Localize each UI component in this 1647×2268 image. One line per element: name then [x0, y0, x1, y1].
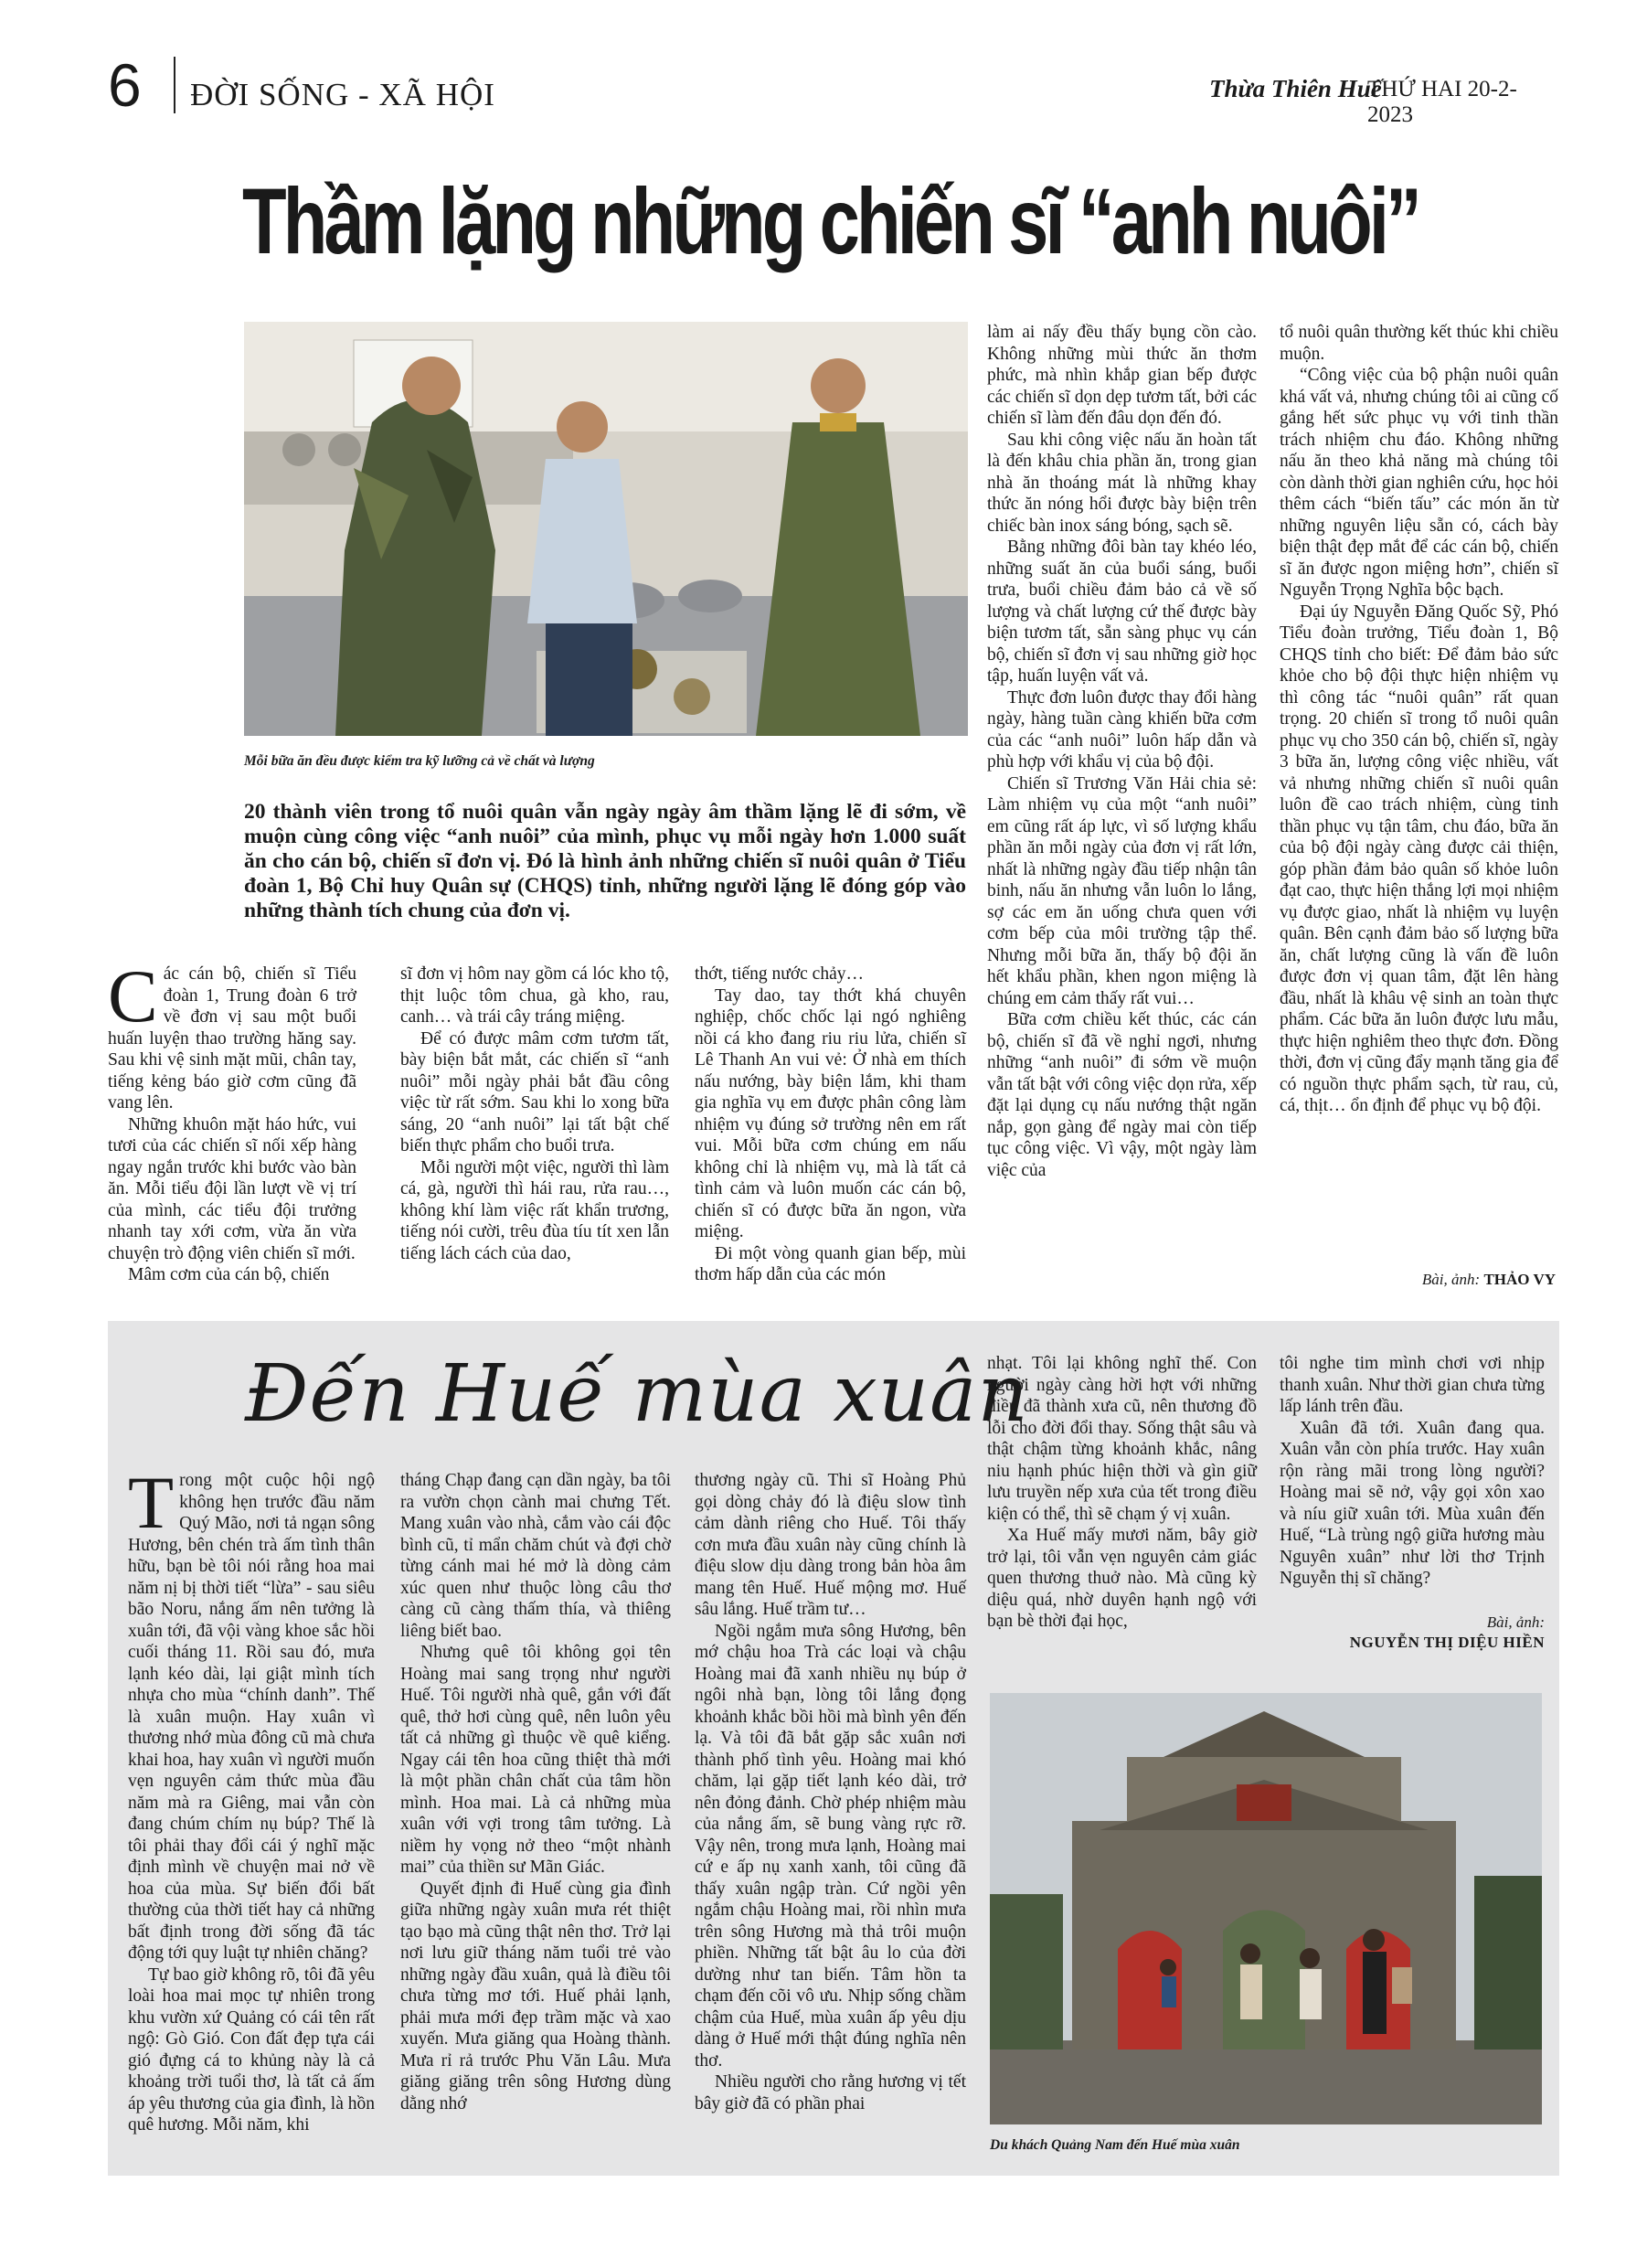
article1-column-5 — [1280, 322, 1558, 1117]
kitchen-photo — [244, 322, 968, 736]
article1-col4-para: làm ai nấy đều thấy bụng cồn cào. Không những mùi thức ăn thơm phức, mà nhìn khắp gian bếp được các chiến sĩ dọn dẹp tươm tất, bởi các chiến sĩ làm đến đâu dọn đến đó. — [987, 323, 1257, 428]
article1-headline: Thầm lặng những chiến sĩ “anh nuôi” — [242, 169, 1419, 273]
article1-col4-para: Bữa cơm chiều kết thúc, các cán bộ, chiến sĩ đã về nghỉ ngơi, nhưng những “anh nuôi” đi sớm về muộn vẫn tất bật với công việc dọn rửa, xếp đặt lại dụng cụ nấu nướng thật ngăn nắp, gọn gàng để ngày mai còn tiếp tục công việc. Vì vậy, một ngày làm việc của — [987, 1010, 1257, 1180]
article1-column-4 — [987, 322, 1257, 1181]
article2-byline-label: Bài, ảnh: — [1486, 1613, 1545, 1631]
article1-col3-para: thớt, tiếng nước chảy… — [695, 964, 864, 984]
article2-col3-para: thương ngày cũ. Thi sĩ Hoàng Phủ gọi dòng chảy đó là điệu slow tình cảm dành riêng cho Huế. Tôi thấy cơn mưa đầu xuân này cũng chính là điệu slow dịu dàng trong bản hòa âm mang tên Huế. Huế mộng mơ. Huế sâu lắng. Huế trầm tư… — [695, 1471, 966, 1619]
article2-col4-para: Xa Huế mấy mươi năm, bây giờ trở lại, tôi vẫn vẹn nguyên cảm giác quen thương thuở nào. Mà cũng kỳ diệu quá, nhờ duyên hạnh ngộ với bạn bè thời đại học, — [987, 1526, 1257, 1631]
article1-col5-para: Đại úy Nguyễn Đăng Quốc Sỹ, Phó Tiểu đoàn trưởng, Tiểu đoàn 1, Bộ CHQS tỉnh cho biết: Để đảm bảo sức khỏe cho bộ đội thực hiện nhiệm vụ thì công tác “nuôi quân” rất quan trọng. 20 chiến sĩ trong tổ nuôi quân phục vụ cho 350 cán bộ, chiến sĩ, ngày 3 bữa ăn, lượng công việc nhiều, vất vả nhưng những chiến sĩ nuôi quân luôn đề cao trách nhiệm, cùng tinh thần phục vụ tận tâm, chu đáo, bữa ăn của bộ đội ngày càng được cải thiện, góp phần đảm bảo quân số khỏe luôn đạt cao, thực hiện thắng lợi mọi nhiệm vụ được giao, nhất là nhiệm vụ luyện quân. Bên cạnh đảm bảo số lượng bữa ăn, chất lượng cũng là vấn đề luôn được đơn vị quan tâm, đặt lên hàng đầu, nhất là khâu vệ sinh an toàn thực phẩm. Các bữa ăn luôn được lưu mẫu, thực hiện nghiêm theo thực đơn. Đồng thời, đơn vị cũng đẩy mạnh tăng gia để có nguồn thực phẩm sạch, từ rau, củ, cá, thịt… ổn định để phục vụ bộ đội. — [1280, 602, 1558, 1115]
kitchen-photo-illustration — [244, 322, 968, 736]
article1-col2-para: Mỗi người một việc, người thì làm cá, gà, người thì hái rau, rửa rau…, không khí làm việc rất khẩn trương, tiếng nói cười, trêu đùa tíu tít xen lẫn tiếng lách cách của dao, — [400, 1157, 669, 1263]
hue-gate-photo-caption: Du khách Quảng Nam đến Huế mùa xuân — [990, 2137, 1240, 2153]
article2-column-4 — [987, 1353, 1257, 1633]
article1-col4-para: Bằng những đôi bàn tay khéo léo, những suất ăn của buổi sáng, buổi trưa, buổi chiều đảm bảo cả về số lượng và chất lượng cứ thế được bày biện tươm tất, sẵn sàng phục vụ cán bộ, chiến sĩ đơn vị sau những giờ học tập, huấn luyện vất vả. — [987, 538, 1257, 686]
article2-column-5 — [1280, 1353, 1545, 1590]
article1-col3-para: Đi một vòng quanh gian bếp, mùi thơm hấp dẫn của các món — [695, 1243, 966, 1284]
article2-col1-para: Tự bao giờ không rõ, tôi đã yêu loài hoa mai mọc tự nhiên trong khu vườn xứ Quảng có cái tên rất ngộ: Gò Gió. Con đất đẹp tựa cái gió đựng cá to khủng này là cả khoảng trời tuổi thơ, là tất cả ấm áp yêu thương của gia đình, là hồn quê hương. Mỗi năm, khi — [128, 1965, 375, 2135]
article2-col4-para: nhạt. Tôi lại không nghĩ thế. Con người ngày càng hời hợt với những điều đã thành xưa cũ, nên thương đồ lỗi cho đời đổi thay. Sống thật sâu và thật chậm từng khoảnh khắc, nâng niu hạnh phúc hiện thời và gìn giữ lưu truyền nếp xưa của tết trong điều kiện có thể, thì sẽ chạm ý vị xuân. — [987, 1354, 1257, 1524]
article1-col1-para: Những khuôn mặt háo hức, vui tươi của các chiến sĩ nối xếp hàng ngay ngắn trước khi bước vào bàn ăn. Mỗi tiểu đội lần lượt về vị trí của mình, các tiểu đội trưởng nhanh tay xới cơm, vừa ăn vừa chuyện trò động viên chiến sĩ mới. — [108, 1114, 356, 1263]
header-divider — [174, 57, 175, 113]
article2-col1-para — [128, 1461, 375, 1965]
article1-col1-para: Mâm cơm của cán bộ, chiến — [128, 1265, 330, 1284]
article1-column-3 — [695, 964, 966, 1286]
article1-column-2 — [400, 964, 669, 1264]
article1-col1-para — [108, 954, 356, 1114]
article2-headline: Đến Huế mùa xuân — [245, 1348, 1029, 1440]
article2-col2-para: Nhưng quê tôi không gọi tên Hoàng mai sang trọng như người Huế. Tôi người nhà quê, gắn với đất quê, thở hơi cùng quê, nên luôn yêu tất cả những gì thuộc về quê kiểng. Ngay cái tên hoa cũng thiệt thà mới là một phần chân chất của tâm hồn mình. Hoa mai. Là cả những mùa xuân với vợi trong tâm tưởng. Là niềm hy vọng nở theo “một nhành mai” của thiền sư Mãn Giác. — [400, 1643, 671, 1877]
article2-column-3 — [695, 1470, 966, 2114]
article2-dropcap: T — [128, 1461, 175, 1544]
page-number: 6 — [108, 51, 142, 119]
article2-byline — [1280, 1613, 1545, 1653]
article1-col1-text: ác cán bộ, chiến sĩ Tiểu đoàn 1, Trung đoàn 6 trở về đơn vị sau một buổi huấn luyện thao trường hăng say. Sau khi vệ sinh mặt mũi, chân tay, tiếng kẻng báo giờ cơm cũng đã vang lên. — [108, 964, 356, 1113]
page-header — [108, 51, 1557, 127]
article1-column-1 — [108, 954, 356, 1286]
article1-byline-label: Bài, ảnh: — [1421, 1271, 1481, 1288]
hue-gate-illustration — [990, 1693, 1542, 2124]
paper-name: Thừa Thiên Huế — [1209, 75, 1382, 102]
article1-col3-para: Tay dao, tay thớt khá chuyên nghiệp, chốc chốc lại ngó nghiêng nồi cá kho đang riu riu lửa, chiến sĩ Lê Thanh An vui vẻ: Ở nhà em thích nấu nướng, bày biện lắm, khi tham gia nghĩa vụ em được phân công làm nhiệm vụ đúng sở trường nên em rất vui. Mỗi bữa cơm chúng em nấu không chỉ là nhiệm vụ, mà là tất cả tình cảm và luôn muốn các cán bộ, chiến sĩ có được bữa ăn ngon, vừa miệng. — [695, 985, 966, 1241]
kitchen-photo-caption: Mỗi bữa ăn đều được kiểm tra kỹ lưỡng cả về chất và lượng — [244, 753, 595, 769]
article1-col4-para: Sau khi công việc nấu ăn hoàn tất là đến khâu chia phần ăn, trong gian nhà ăn thoáng mát là những khay thức ăn nóng hổi được bày biện trên chiếc bàn inox sáng bóng, sạch sẽ. — [987, 430, 1257, 536]
article2-col2-para: Quyết định đi Huế cùng gia đình giữa những ngày xuân mưa rét thiệt tạo bạo mà cũng thật nên thơ. Trở lại nơi lưu giữ tháng năm tuổi trẻ vào những ngày đầu xuân, quả là điều tôi chưa từng mơ tới. Huế phải lạnh, phải mưa mới đẹp trầm mặc và xao xuyến. Mưa giăng qua Hoàng thành. Mưa rỉ rả trước Phu Văn Lâu. Mưa giăng giăng trên sông Hương dùng dằng nhớ — [400, 1879, 671, 2114]
article2-col2-para: tháng Chạp đang cạn dần ngày, ba tôi ra vườn chọn cành mai chưng Tết. Mang xuân vào nhà, cắm vào cái độc bình cũ, tỉ mẩn chăm chút và đợi chờ từng cánh mai hé mở là dòng cảm xúc quen như thuộc lòng câu thơ càng cũ càng thấm thía, và thiêng liêng biết bao. — [400, 1471, 671, 1641]
article2-column-2 — [400, 1470, 671, 2114]
article1-col5-para: “Công việc của bộ phận nuôi quân khá vất vả, nhưng chúng tôi ai cũng cố gắng hết sức phục vụ với tinh thần trách nhiệm chu đáo. Không những nấu ăn theo khả năng mà chúng tôi còn dành thời gian nghiên cứu, học hỏi thêm cách “biến tấu” các món ăn từ những nguyên liệu sẵn có, cách bày biện thật đẹp mắt để các cán bộ, chiến sĩ ăn được ngon miệng hơn”, chiến sĩ Nguyễn Trọng Nghĩa bộc bạch. — [1280, 366, 1558, 600]
article1-byline — [1280, 1271, 1556, 1289]
issue-date: THỨ HAI 20-2-2023 — [1367, 77, 1517, 127]
article1-col5-para: tổ nuôi quân thường kết thúc khi chiều muộn. — [1280, 323, 1558, 364]
section-title: ĐỜI SỐNG - XÃ HỘI — [190, 77, 495, 112]
article2-col1-text: rong một cuộc hội ngộ không hẹn trước đầu năm Quý Mão, nơi tả ngạn sông Hương, bên chén trà ấm tình thân hữu, bạn bè tôi nói rằng hoa mai năm nị bị thời tiết “lừa” - sau siêu bão Noru, nắng ấm nên tưởng là xuân tới, đã vội vàng khoe sắc hồi cuối tháng 11. Rồi sau đó, mưa lạnh kéo dài, lại giật mình tích nhựa cho mùa “chính danh”. Thế là xuân muộn. Hay xuân vì thương nhớ mùa đông cũ mà chưa khai hoa, hay xuân vì người muốn vẹn nguyên cảm thức mùa đầu năm mà ra Giêng, mai vẫn còn đang chúm chím nụ búp? Thế là tôi phải thay đổi cái ý nghĩ mặc định mình về chuyện mai nở về hoa của mùa. Sự biến đổi bất thường của thời tiết hay cả những bất định trong đời sống đã tác động tới quy luật tự nhiên chăng? — [128, 1471, 375, 1963]
article1-lede: 20 thành viên trong tổ nuôi quân vẫn ngày ngày âm thầm lặng lẽ đi sớm, về muộn cùng công việc “anh nuôi” của mình, phục vụ mỗi ngày hơn 1.000 suất ăn cho cán bộ, chiến sĩ đơn vị. Đó là hình ảnh những chiến sĩ nuôi quân ở Tiểu đoàn 1, Bộ Chỉ huy Quân sự (CHQS) tỉnh, những người lặng lẽ đóng góp vào những thành tích chung của đơn vị. — [244, 800, 966, 922]
article2-byline-name: NGUYỄN THỊ DIỆU HIỀN — [1349, 1634, 1545, 1651]
article1-col4-para: Chiến sĩ Trương Văn Hải chia sẻ: Làm nhiệm vụ của một “anh nuôi” em cũng rất áp lực, vì số lượng khẩu phần ăn mỗi ngày của đơn vị rất lớn, nhất là những ngày đầu tiếp nhận tân binh, nấu ăn nhưng vẫn luôn lo lắng, sợ các em ăn uống chưa quen với cơm bếp của môi trường tập thể. Nhưng mỗi bữa ăn, thấy bộ đội ăn hết khẩu phần, khen ngon miệng là chúng em cảm thấy rất vui… — [987, 773, 1257, 1008]
article2-column-1 — [128, 1461, 375, 2136]
article1-dropcap: C — [108, 954, 158, 1038]
article2-col5-para: tôi nghe tim mình chơi vơi nhịp thanh xuân. Như thời gian chưa từng lấp lánh trên đầu. — [1280, 1354, 1545, 1416]
article2-col5-para: Xuân đã tới. Xuân đang qua. Xuân vẫn còn phía trước. Hay xuân rộn ràng mãi trong lòng người? Hoàng mai sẽ nở, vậy gọi xôn xao và níu giữ xuân tới. Mùa xuân đến Huế, “Là trùng ngộ giữa hương màu Nguyên xuân” như lời thơ Trịnh Nguyễn thị sĩ chăng? — [1280, 1418, 1545, 1588]
article1-byline-name: THẢO VY — [1483, 1271, 1556, 1288]
article2-col3-para: Ngồi ngắm mưa sông Hương, bên mớ chậu hoa Trà các loại và chậu Hoàng mai đã xanh nhiều nụ búp ở ngôi nhà bạn, lòng tôi lắng đọng khoảnh khắc bồi hồi mà bình yên đến lạ. Và tôi đã bắt gặp sắc xuân nơi thành phố tình yêu. Hoàng mai khó chăm, lại gặp tiết lạnh kéo dài, trở nên đỏng đảnh. Chờ phép nhiệm màu của nắng ấm, sẽ bung vàng rực rỡ. Vậy nên, trong mưa lạnh, Hoàng mai cứ e ấp nụ xanh xanh, tôi cũng đã thấy xuân ngập tràn. Cứ ngồi yên ngắm chậu Hoàng mai, rồi nhìn mưa trên sông Hương mà thả trôi muộn phiền. Những tất bật âu lo của đời dường như tan biến. Tâm hồn ta chạm đến cõi vô ưu. Nhịp sống chầm chậm của Huế, mùa xuân ấp yêu dịu dàng ở Huế mới thật đúng nghĩa nên thơ. — [695, 1621, 966, 2071]
article1-col2-para: sĩ đơn vị hôm nay gồm cá lóc kho tộ, thịt luộc tôm chua, gà kho, rau, canh… và trái cây tráng miệng. — [400, 964, 669, 1027]
article2-col3-para: Nhiều người cho rằng hương vị tết bây giờ đã có phần phai — [695, 2072, 966, 2114]
article1-col2-para: Để có được mâm cơm tươm tất, bày biện bắt mắt, các chiến sĩ “anh nuôi” mỗi ngày phải bắt đầu công việc từ rất sớm. Sau khi lo xong bữa sáng, 20 “anh nuôi” lại tất bật chế biến thực phẩm cho buổi trưa. — [400, 1028, 669, 1155]
article1-col4-para: Thực đơn luôn được thay đổi hàng ngày, hàng tuần càng khiến bữa cơm của các “anh nuôi” luôn hấp dẫn và phù hợp với khẩu vị của bộ đội. — [987, 687, 1257, 772]
hue-gate-photo — [990, 1693, 1542, 2124]
